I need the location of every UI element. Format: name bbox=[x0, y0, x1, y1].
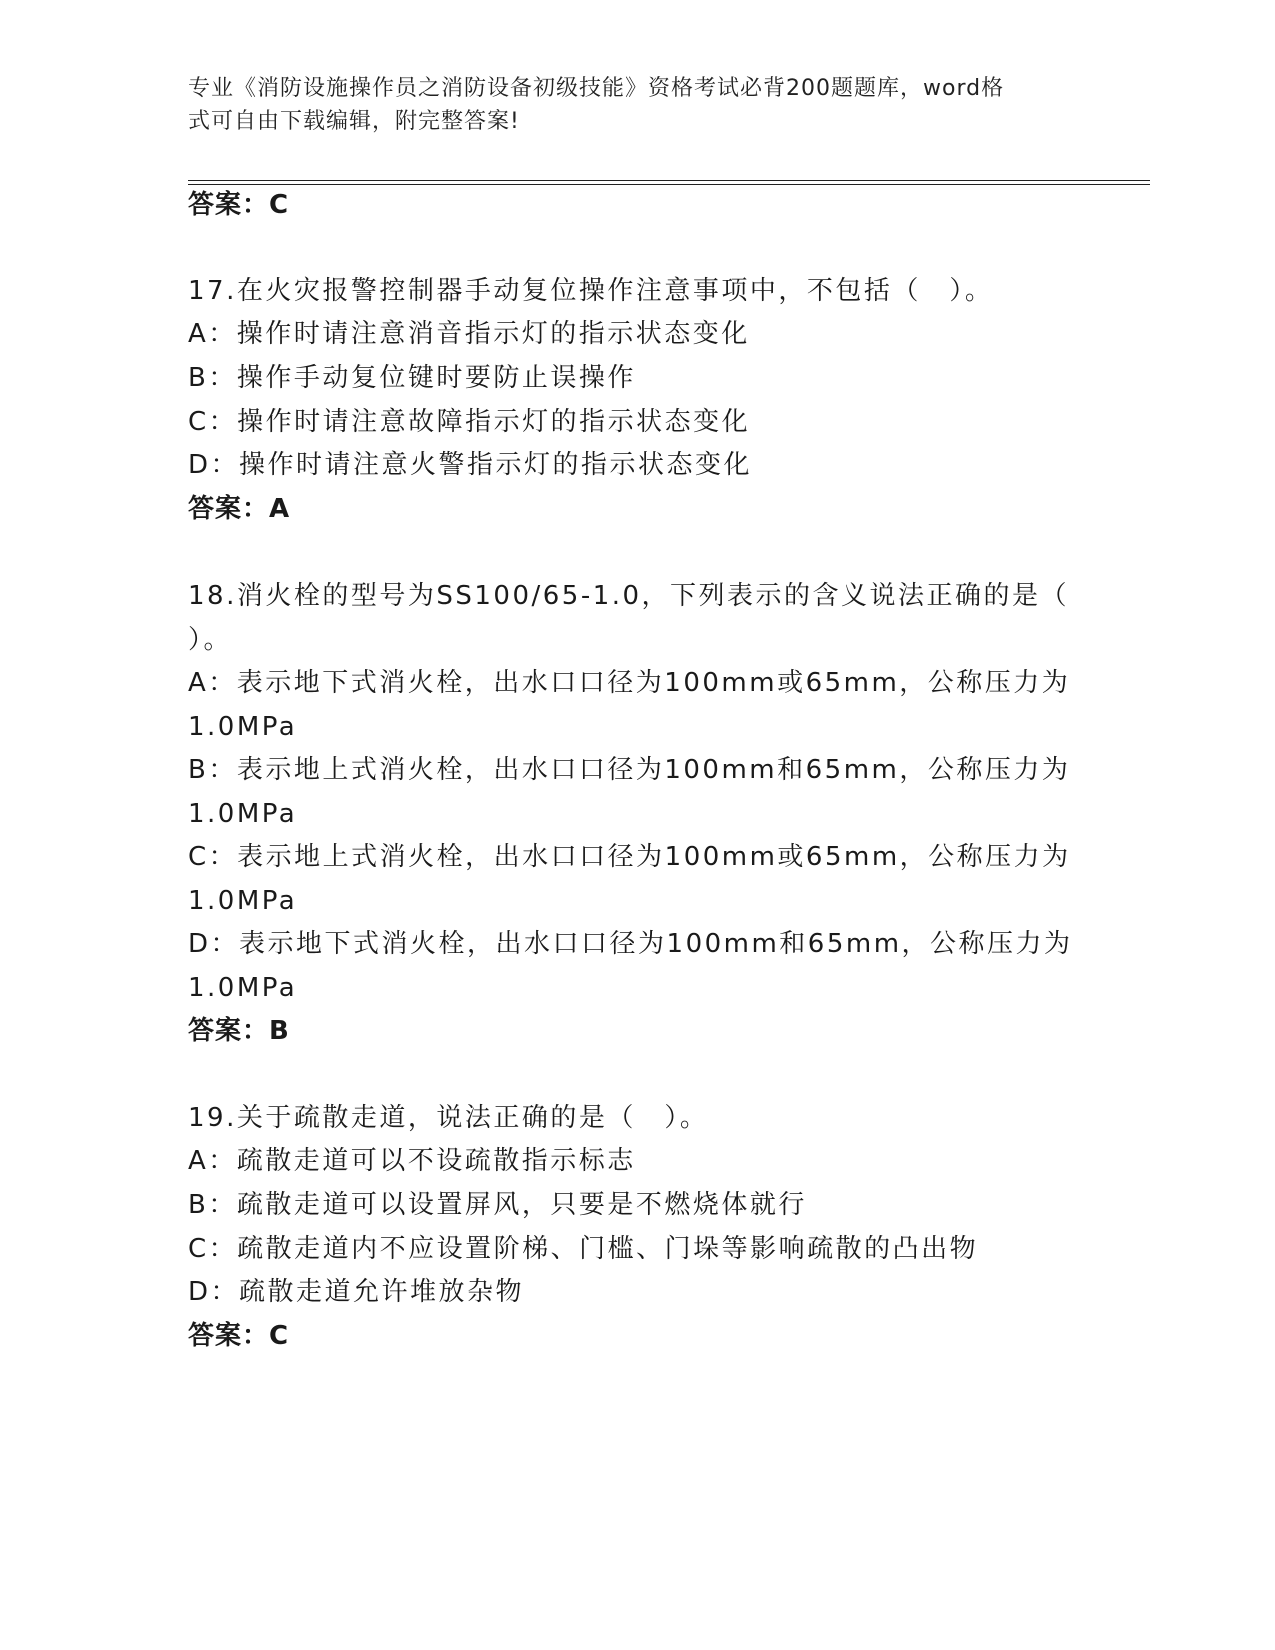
question-18-option-a-line-1: A：表示地下式消火栓，出水口口径为100mm或65mm，公称压力为 bbox=[188, 668, 1071, 698]
question-18-option-c-line-2: 1.0MPa bbox=[188, 886, 298, 916]
question-18-option-b-line-1: B：表示地上式消火栓，出水口口径为100mm和65mm，公称压力为 bbox=[188, 755, 1071, 785]
question-18-option-c-line-1: C：表示地上式消火栓，出水口口径为100mm或65mm，公称压力为 bbox=[188, 842, 1071, 872]
question-18-stem-line-1: 18.消火栓的型号为SS100/65-1.0，下列表示的含义说法正确的是（ bbox=[188, 581, 1070, 611]
header-rule-bottom bbox=[188, 184, 1150, 185]
question-18-stem-line-2: ）。 bbox=[188, 625, 233, 655]
header-rule-top bbox=[188, 180, 1150, 181]
question-17-option-b: B：操作手动复位键时要防止误操作 bbox=[188, 363, 636, 393]
question-17-option-c: C：操作时请注意故障指示灯的指示状态变化 bbox=[188, 407, 751, 437]
question-18-option-b-line-2: 1.0MPa bbox=[188, 799, 298, 829]
question-19-option-c: C：疏散走道内不应设置阶梯、门槛、门垛等影响疏散的凸出物 bbox=[188, 1234, 979, 1264]
question-19-option-a: A：疏散走道可以不设疏散指示标志 bbox=[188, 1146, 636, 1176]
answer-16: 答案：C bbox=[188, 190, 290, 220]
question-19-stem: 19.关于疏散走道，说法正确的是（ ）。 bbox=[188, 1103, 709, 1133]
question-17-stem: 17.在火灾报警控制器手动复位操作注意事项中，不包括（ ）。 bbox=[188, 276, 994, 306]
question-17-option-d: D：操作时请注意火警指示灯的指示状态变化 bbox=[188, 450, 753, 480]
question-18-option-d-line-2: 1.0MPa bbox=[188, 973, 298, 1003]
question-19-option-d: D：疏散走道允许堆放杂物 bbox=[188, 1277, 525, 1307]
answer-17: 答案：A bbox=[188, 494, 291, 524]
question-18-option-a-line-2: 1.0MPa bbox=[188, 712, 298, 742]
header-line-1: 专业《消防设施操作员之消防设备初级技能》资格考试必背200题题库，word格 bbox=[188, 76, 1005, 101]
question-19-option-b: B：疏散走道可以设置屏风，只要是不燃烧体就行 bbox=[188, 1190, 807, 1220]
answer-19: 答案：C bbox=[188, 1321, 290, 1351]
answer-18: 答案：B bbox=[188, 1016, 290, 1046]
question-18-option-d-line-1: D：表示地下式消火栓，出水口口径为100mm和65mm，公称压力为 bbox=[188, 929, 1073, 959]
document-header bbox=[188, 72, 1068, 138]
question-17-option-a: A：操作时请注意消音指示灯的指示状态变化 bbox=[188, 319, 750, 349]
header-line-2: 式可自由下载编辑，附完整答案! bbox=[188, 109, 520, 134]
